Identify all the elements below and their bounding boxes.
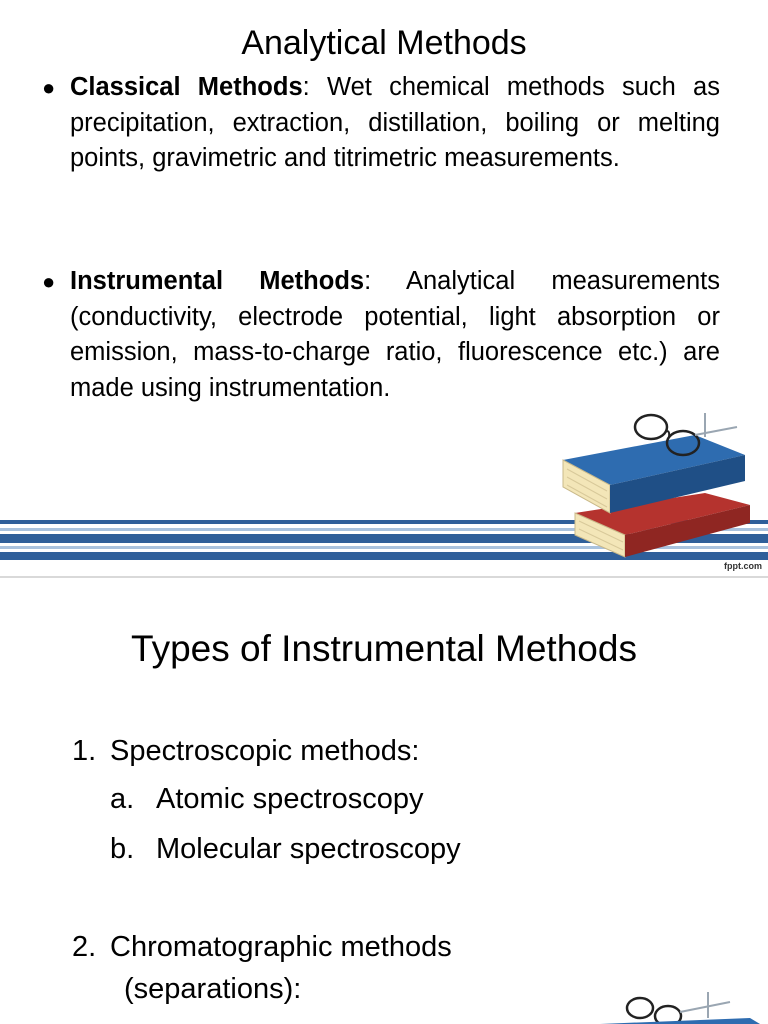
list-label: Molecular spectroscopy (156, 833, 461, 865)
bullet-text (70, 264, 720, 406)
bullet-dot-icon: ● (42, 75, 56, 100)
bullet-instrumental-methods (42, 264, 720, 406)
bullet-dot-icon: ● (42, 269, 56, 294)
bullet-classical-methods (42, 70, 720, 177)
list-label: (separations): (124, 973, 302, 1005)
bullet-term: Instrumental Methods (70, 267, 365, 295)
bullet-description: : Analytical measurements (conductivity, electrode potential, light absorption or emission, mass-to-charge ratio, fluorescence etc.) are made using instrumentation. (70, 267, 720, 402)
list-letter: b. (110, 833, 135, 865)
bullet-term: Classical Methods (70, 73, 303, 101)
books-glasses-icon (555, 405, 755, 565)
list-number: 2. (72, 931, 97, 963)
list-letter: a. (110, 783, 135, 815)
list-label: Atomic spectroscopy (156, 783, 424, 815)
slide-title: Types of Instrumental Methods (131, 628, 637, 669)
list-item-spectroscopic (72, 734, 419, 768)
list-item-separations (124, 972, 301, 1006)
credit-text: fppt.com (724, 561, 762, 571)
slide-types-of-instrumental-methods (0, 578, 768, 1024)
list-number: 1. (72, 735, 97, 767)
bullet-text (70, 70, 720, 177)
list-item-atomic (110, 782, 424, 816)
list-label: Spectroscopic methods: (110, 735, 420, 767)
list-item-chromatographic (72, 930, 452, 964)
slide-title: Analytical Methods (241, 24, 527, 62)
bullet-description: : Wet chemical methods such as precipitation, extraction, distillation, boiling or melting points, gravimetric and titrimetric measurements. (70, 73, 720, 173)
list-label: Chromatographic methods (110, 931, 452, 963)
list-item-molecular (110, 832, 461, 866)
books-glasses-icon (600, 988, 760, 1024)
